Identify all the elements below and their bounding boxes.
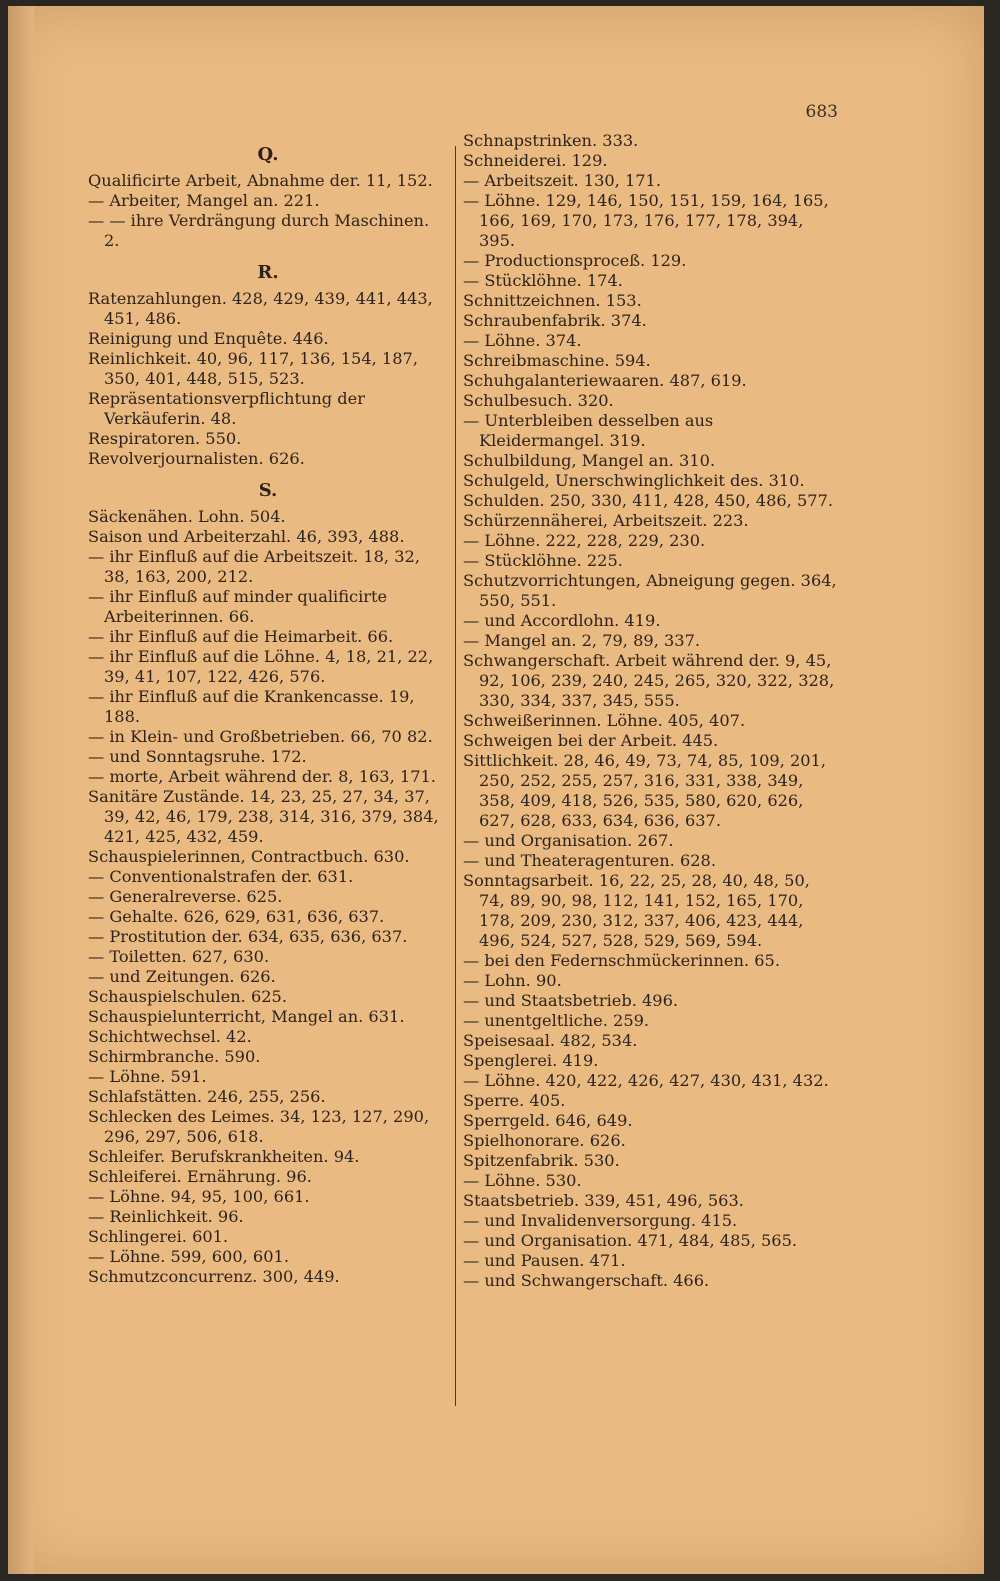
index-page xyxy=(8,6,984,1574)
index-entry: Säckenähen. Lohn. 504. xyxy=(88,507,286,526)
index-entry: Reinlichkeit. 40, 96, 117, 136, 154, 187, 350, 401, 448, 515, 523. xyxy=(88,349,418,388)
index-entry: Schulden. 250, 330, 411, 428, 450, 486, 577. xyxy=(463,491,834,510)
index-column-left xyxy=(88,131,448,1287)
index-entry: — und Zeitungen. 626. xyxy=(88,967,276,986)
column-divider xyxy=(455,146,456,1406)
index-entry: Schauspielschulen. 625. xyxy=(88,987,288,1006)
index-entry: Sperrgeld. 646, 649. xyxy=(463,1111,633,1130)
index-entry: — Stücklöhne. 225. xyxy=(463,551,623,570)
index-entry: — Löhne. 599, 600, 601. xyxy=(88,1247,289,1266)
index-entry: — Löhne. 374. xyxy=(463,331,582,350)
index-entry: — Löhne. 222, 228, 229, 230. xyxy=(463,531,706,550)
index-entry: Schlingerei. 601. xyxy=(88,1227,229,1246)
index-entry: — und Organisation. 267. xyxy=(463,831,674,850)
index-entry: — bei den Federnschmückerinnen. 65. xyxy=(463,951,780,970)
index-entry: Schleifer. Berufskrankheiten. 94. xyxy=(88,1147,360,1166)
section-letter: R. xyxy=(257,262,279,283)
index-entry: — Löhne. 530. xyxy=(463,1171,582,1190)
index-entry: — morte, Arbeit während der. 8, 163, 171. xyxy=(88,767,436,786)
index-entry: — Lohn. 90. xyxy=(463,971,562,990)
index-entry: Sittlichkeit. 28, 46, 49, 73, 74, 85, 109, 201, 250, 252, 255, 257, 316, 331, 338, 349, 358, 409, 418, 526, 535, 580, 620, 626, 627, 628, 633, 634, 636, 637. xyxy=(463,751,827,830)
index-entry: — Löhne. 420, 422, 426, 427, 430, 431, 432. xyxy=(463,1071,829,1090)
index-entry: Respiratoren. 550. xyxy=(88,429,242,448)
index-entry: Schnapstrinken. 333. xyxy=(463,131,639,150)
index-entry: Schulgeld, Unerschwinglichkeit des. 310. xyxy=(463,471,805,490)
index-entry: — Reinlichkeit. 96. xyxy=(88,1207,244,1226)
index-entry: — und Pausen. 471. xyxy=(463,1251,626,1270)
index-entry: — Toiletten. 627, 630. xyxy=(88,947,270,966)
section-letter: S. xyxy=(258,480,278,501)
index-entry: Schürzennäherei, Arbeitszeit. 223. xyxy=(463,511,749,530)
index-entry: Schuhgalanteriewaaren. 487, 619. xyxy=(463,371,747,390)
index-entry: Sanitäre Zustände. 14, 23, 25, 27, 34, 37, 39, 42, 46, 179, 238, 314, 316, 379, 384, 421, 425, 432, 459. xyxy=(88,787,439,846)
index-entry: — Generalreverse. 625. xyxy=(88,887,283,906)
index-entry: Ratenzahlungen. 428, 429, 439, 441, 443, 451, 486. xyxy=(88,289,433,328)
index-entry: Schweißerinnen. Löhne. 405, 407. xyxy=(463,711,746,730)
index-column-right xyxy=(463,131,838,1291)
index-entry: Staatsbetrieb. 339, 451, 496, 563. xyxy=(463,1191,744,1210)
index-entry: — und Staatsbetrieb. 496. xyxy=(463,991,679,1010)
index-entry: Schreibmaschine. 594. xyxy=(463,351,651,370)
index-entry: Schweigen bei der Arbeit. 445. xyxy=(463,731,719,750)
index-entry: — Conventionalstrafen der. 631. xyxy=(88,867,354,886)
index-entry: — ihr Einfluß auf die Löhne. 4, 18, 21, 22, 39, 41, 107, 122, 426, 576. xyxy=(88,647,434,686)
index-entry: — unentgeltliche. 259. xyxy=(463,1011,650,1030)
index-entry: Qualificirte Arbeit, Abnahme der. 11, 152. xyxy=(88,171,433,190)
index-entry: — Unterbleiben desselben aus Kleidermangel. 319. xyxy=(463,411,714,450)
index-entry: — ihr Einfluß auf die Heimarbeit. 66. xyxy=(88,627,394,646)
index-entry: Speisesaal. 482, 534. xyxy=(463,1031,638,1050)
index-entry: Revolverjournalisten. 626. xyxy=(88,449,305,468)
index-entry: Sperre. 405. xyxy=(463,1091,566,1110)
index-entry: — Löhne. 129, 146, 150, 151, 159, 164, 165, 166, 169, 170, 173, 176, 177, 178, 394, 395. xyxy=(463,191,829,250)
index-entry: Sonntagsarbeit. 16, 22, 25, 28, 40, 48, 50, 74, 89, 90, 98, 112, 141, 152, 165, 170, 178, 209, 230, 312, 337, 406, 423, 444, 496, 524, 527, 528, 529, 569, 594. xyxy=(463,871,810,950)
index-entry: — und Invalidenversorgung. 415. xyxy=(463,1211,738,1230)
index-entry: — Stücklöhne. 174. xyxy=(463,271,623,290)
index-entry: — Arbeiter, Mangel an. 221. xyxy=(88,191,320,210)
index-entry: — Prostitution der. 634, 635, 636, 637. xyxy=(88,927,408,946)
index-entry: — und Organisation. 471, 484, 485, 565. xyxy=(463,1231,798,1250)
index-entry: Schwangerschaft. Arbeit während der. 9, 45, 92, 106, 239, 240, 245, 265, 320, 322, 328, 330, 334, 337, 345, 555. xyxy=(463,651,835,710)
index-entry: Schraubenfabrik. 374. xyxy=(463,311,647,330)
index-entry: — Mangel an. 2, 79, 89, 337. xyxy=(463,631,701,650)
index-entry: — und Accordlohn. 419. xyxy=(463,611,661,630)
index-entry: — ihr Einfluß auf minder qualificirte Arbeiterinnen. 66. xyxy=(88,587,388,626)
index-entry: — ihr Einfluß auf die Arbeitszeit. 18, 32, 38, 163, 200, 212. xyxy=(88,547,420,586)
index-entry: — Gehalte. 626, 629, 631, 636, 637. xyxy=(88,907,385,926)
index-entry: Schlafstätten. 246, 255, 256. xyxy=(88,1087,326,1106)
index-entry: Schulbesuch. 320. xyxy=(463,391,614,410)
index-entry: — Löhne. 94, 95, 100, 661. xyxy=(88,1187,310,1206)
index-entry: — in Klein- und Großbetrieben. 66, 70 82. xyxy=(88,727,433,746)
index-entry: Spitzenfabrik. 530. xyxy=(463,1151,620,1170)
index-entry: — — ihre Verdrängung durch Maschinen. 2. xyxy=(88,211,430,250)
index-entry: — ihr Einfluß auf die Krankencasse. 19, 188. xyxy=(88,687,415,726)
index-entry: Saison und Arbeiterzahl. 46, 393, 488. xyxy=(88,527,405,546)
index-entry: Repräsentationsverpflichtung der Verkäuferin. 48. xyxy=(88,389,365,428)
index-entry: Schnittzeichnen. 153. xyxy=(463,291,642,310)
index-entry: Reinigung und Enquête. 446. xyxy=(88,329,329,348)
index-entry: Spielhonorare. 626. xyxy=(463,1131,626,1150)
index-entry: Schichtwechsel. 42. xyxy=(88,1027,252,1046)
index-entry: — Productionsproceß. 129. xyxy=(463,251,687,270)
index-entry: Schutzvorrichtungen, Abneigung gegen. 364, 550, 551. xyxy=(463,571,837,610)
index-entry: — Arbeitszeit. 130, 171. xyxy=(463,171,662,190)
index-entry: Schulbildung, Mangel an. 310. xyxy=(463,451,716,470)
index-entry: Schauspielerinnen, Contractbuch. 630. xyxy=(88,847,410,866)
index-entry: Spenglerei. 419. xyxy=(463,1051,599,1070)
index-entry: — und Sonntagsruhe. 172. xyxy=(88,747,307,766)
index-entry: Schmutzconcurrenz. 300, 449. xyxy=(88,1267,340,1286)
index-entry: Schneiderei. 129. xyxy=(463,151,608,170)
index-entry: — und Theateragenturen. 628. xyxy=(463,851,716,870)
index-entry: Schlecken des Leimes. 34, 123, 127, 290, 296, 297, 506, 618. xyxy=(88,1107,430,1146)
index-entry: Schirmbranche. 590. xyxy=(88,1047,261,1066)
section-letter: Q. xyxy=(257,144,279,165)
index-entry: Schleiferei. Ernährung. 96. xyxy=(88,1167,312,1186)
page-number: 683 xyxy=(805,102,838,122)
index-entry: — Löhne. 591. xyxy=(88,1067,207,1086)
index-entry: — und Schwangerschaft. 466. xyxy=(463,1271,710,1290)
index-entry: Schauspielunterricht, Mangel an. 631. xyxy=(88,1007,405,1026)
